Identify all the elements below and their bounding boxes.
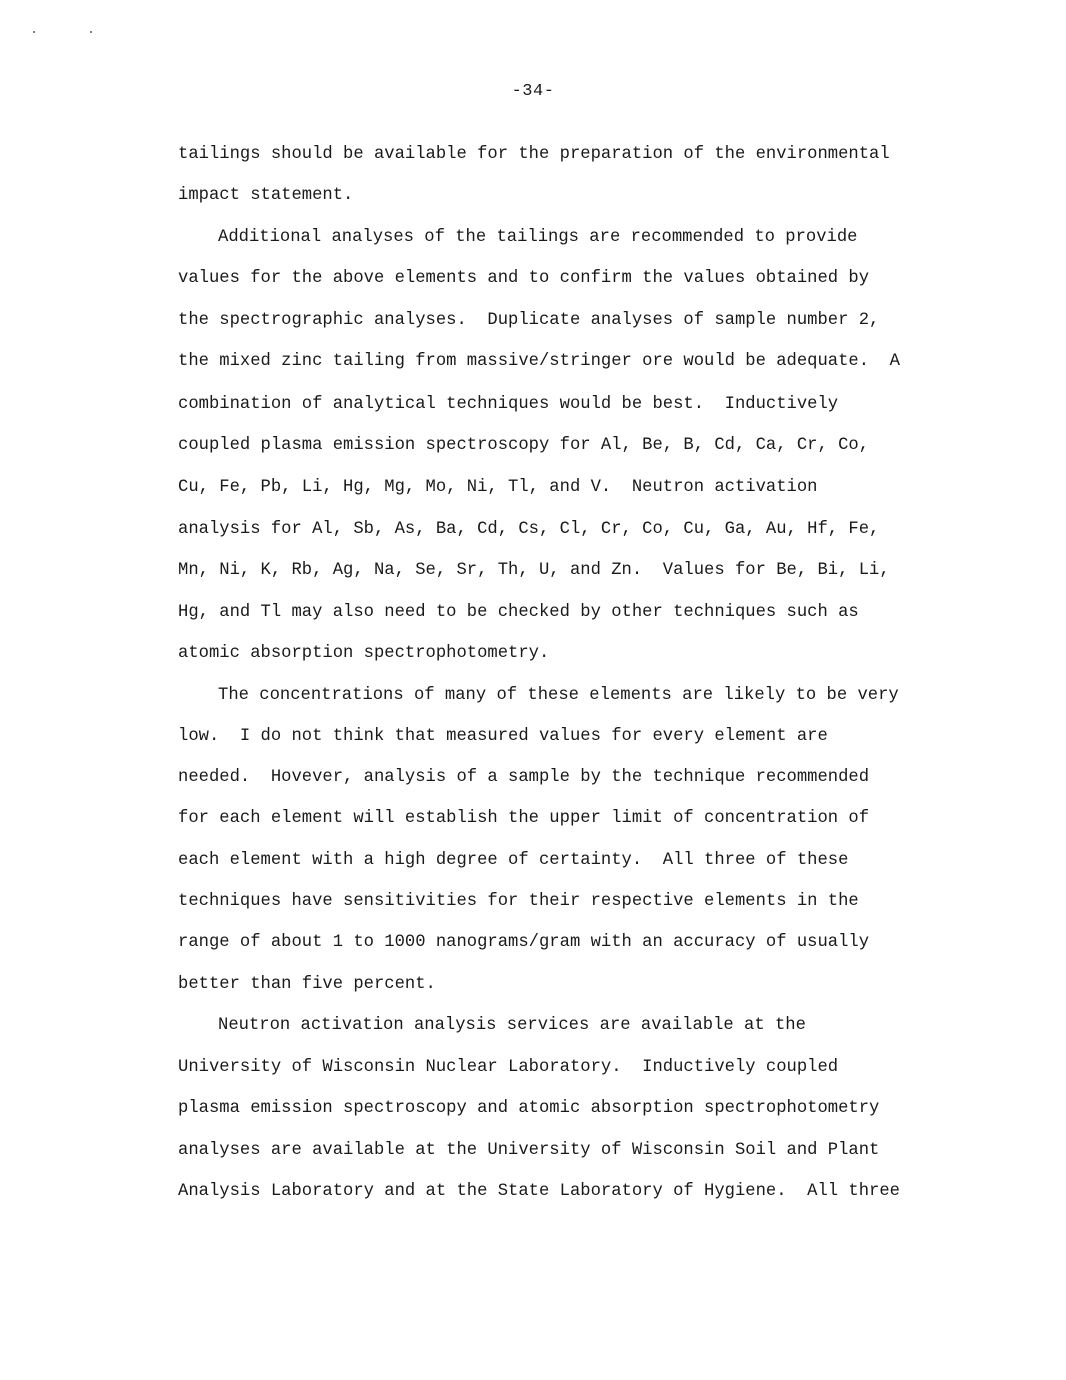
body-line: Cu, Fe, Pb, Li, Hg, Mg, Mo, Ni, Tl, and V. Neutron activation bbox=[178, 478, 818, 497]
paragraph-first-line: Neutron activation analysis services are available at the bbox=[218, 1016, 806, 1035]
body-line: combination of analytical techniques would be best. Inductively bbox=[178, 395, 839, 414]
body-line: values for the above elements and to confirm the values obtained by bbox=[178, 269, 870, 288]
body-line: atomic absorption spectrophotometry. bbox=[178, 644, 550, 663]
body-line: needed. Hovever, analysis of a sample by the technique recommended bbox=[178, 768, 870, 787]
body-line: University of Wisconsin Nuclear Laboratory. Inductively coupled bbox=[178, 1058, 839, 1077]
body-line: analyses are available at the University of Wisconsin Soil and Plant bbox=[178, 1141, 880, 1160]
page-number: -34- bbox=[511, 82, 555, 101]
paragraph-first-line: Additional analyses of the tailings are recommended to provide bbox=[218, 228, 858, 247]
body-line: Hg, and Tl may also need to be checked by other techniques such as bbox=[178, 603, 859, 622]
body-line: Analysis Laboratory and at the State Laboratory of Hygiene. All three bbox=[178, 1182, 900, 1201]
body-line: each element with a high degree of certainty. All three of these bbox=[178, 851, 849, 870]
paragraph-first-line: The concentrations of many of these elements are likely to be very bbox=[218, 686, 899, 705]
body-line: analysis for Al, Sb, As, Ba, Cd, Cs, Cl, Cr, Co, Cu, Ga, Au, Hf, Fe, bbox=[178, 520, 880, 539]
scan-speck bbox=[33, 31, 35, 33]
body-line: techniques have sensitivities for their respective elements in the bbox=[178, 892, 859, 911]
body-line: better than five percent. bbox=[178, 975, 436, 994]
body-line: the mixed zinc tailing from massive/stringer ore would be adequate. A bbox=[178, 352, 900, 371]
body-line: for each element will establish the upper limit of concentration of bbox=[178, 809, 870, 828]
body-line: low. I do not think that measured values for every element are bbox=[178, 727, 828, 746]
scan-speck bbox=[90, 31, 92, 33]
body-line: the spectrographic analyses. Duplicate analyses of sample number 2, bbox=[178, 311, 880, 330]
body-line: impact statement. bbox=[178, 186, 354, 205]
body-line: Mn, Ni, K, Rb, Ag, Na, Se, Sr, Th, U, and Zn. Values for Be, Bi, Li, bbox=[178, 561, 890, 580]
body-line: plasma emission spectroscopy and atomic absorption spectrophotometry bbox=[178, 1099, 880, 1118]
body-line: tailings should be available for the preparation of the environmental bbox=[178, 145, 890, 164]
body-line: range of about 1 to 1000 nanograms/gram with an accuracy of usually bbox=[178, 933, 870, 952]
body-line: coupled plasma emission spectroscopy for Al, Be, B, Cd, Ca, Cr, Co, bbox=[178, 436, 870, 455]
